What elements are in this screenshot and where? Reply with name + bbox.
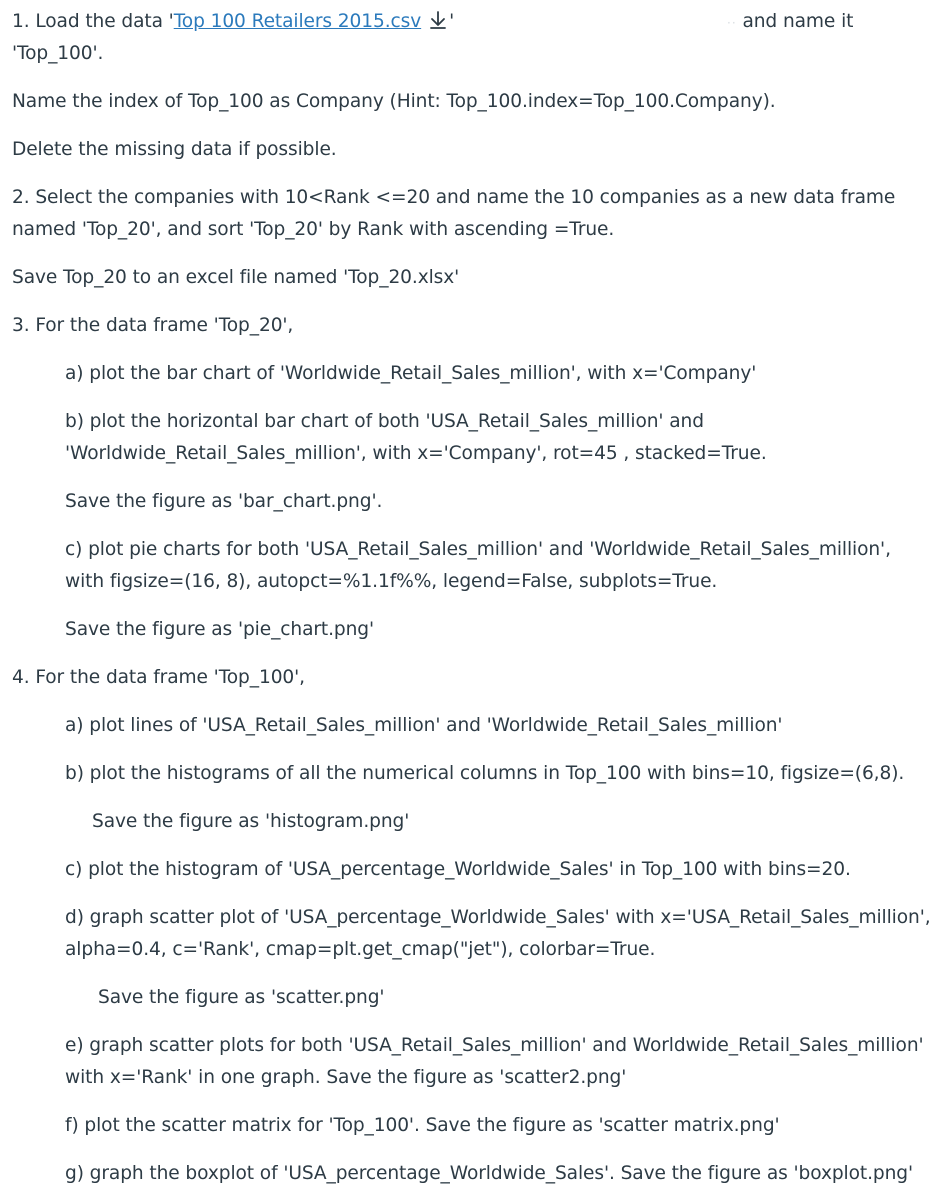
q4-d-save: Save the figure as 'scatter.png' [98, 987, 385, 1008]
q2-line1: 2. Select the companies with 10<Rank <=20 and name the 10 companies as a new data frame [12, 187, 896, 208]
csv-file-link[interactable]: Top 100 Retailers 2015.csv [173, 11, 422, 32]
q4-heading: 4. For the data frame 'Top_100', [12, 667, 305, 688]
q2-save-instruction: Save Top_20 to an excel file named 'Top_20.xlsx' [12, 267, 460, 288]
q1-line1: 1. Load the data 'Top 100 Retailers 2015.csv ' [12, 11, 455, 32]
q4-d-line1: d) graph scatter plot of 'USA_percentage_Worldwide_Sales' with x='USA_Retail_Sales_million', [65, 907, 931, 928]
q4-b: b) plot the histograms of all the numerical columns in Top_100 with bins=10, figsize=(6,8). [65, 763, 905, 784]
q3-b-line2: 'Worldwide_Retail_Sales_million', with x='Company', rot=45 , stacked=True. [65, 443, 767, 464]
q4-f: f) plot the scatter matrix for 'Top_100'. Save the figure as 'scatter matrix.png' [65, 1115, 780, 1136]
q3-b-save: Save the figure as 'bar_chart.png'. [65, 491, 383, 512]
q4-b-save: Save the figure as 'histogram.png' [92, 811, 410, 832]
q3-a: a) plot the bar chart of 'Worldwide_Retail_Sales_million', with x='Company' [65, 363, 757, 384]
q3-heading: 3. For the data frame 'Top_20', [12, 315, 294, 336]
q4-g: g) graph the boxplot of 'USA_percentage_Worldwide_Sales'. Save the figure as 'boxplot.png' [65, 1163, 913, 1184]
q2-line2: named 'Top_20', and sort 'Top_20' by Rank with ascending =True. [12, 219, 615, 240]
q4-c: c) plot the histogram of 'USA_percentage_Worldwide_Sales' in Top_100 with bins=20. [65, 859, 851, 880]
q3-b-line1: b) plot the horizontal bar chart of both 'USA_Retail_Sales_million' and [65, 411, 704, 432]
q3-c-line1: c) plot pie charts for both 'USA_Retail_Sales_million' and 'Worldwide_Retail_Sales_million', [65, 539, 891, 560]
download-icon[interactable] [427, 10, 449, 30]
q3-c-line2: with figsize=(16, 8), autopct=%1.1f%%, legend=False, subplots=True. [65, 571, 718, 592]
q4-d-line2: alpha=0.4, c='Rank', cmap=plt.get_cmap("jet"), colorbar=True. [65, 939, 656, 960]
q3-c-save: Save the figure as 'pie_chart.png' [65, 619, 375, 640]
q1-missing-instruction: Delete the missing data if possible. [12, 139, 337, 160]
q1-line1-tail: ·· and name it [727, 11, 854, 32]
ghost-dots: ·· [727, 16, 737, 30]
q4-a: a) plot lines of 'USA_Retail_Sales_million' and 'Worldwide_Retail_Sales_million' [65, 715, 783, 736]
q4-e-line2: with x='Rank' in one graph. Save the figure as 'scatter2.png' [65, 1067, 627, 1088]
q1-index-instruction: Name the index of Top_100 as Company (Hint: Top_100.index=Top_100.Company). [12, 91, 776, 112]
q1-line2: 'Top_100'. [12, 43, 104, 64]
q4-e-line1: e) graph scatter plots for both 'USA_Retail_Sales_million' and Worldwide_Retail_Sales_million' [65, 1035, 924, 1056]
